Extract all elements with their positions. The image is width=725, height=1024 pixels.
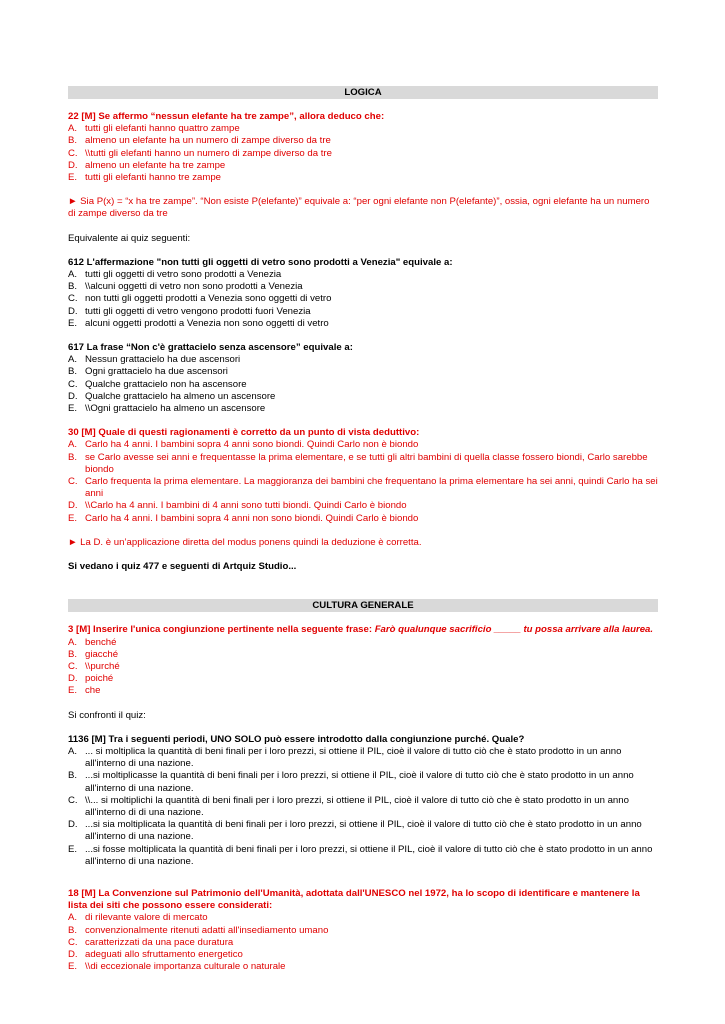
option-a: A. ... si moltiplica la quantità di beni finali per i loro prezzi, si ottiene il PIL, cioè il valore di tutto ciò che è stato prodotto in un anno all'interno di una nazione. bbox=[68, 745, 622, 770]
question-title: 18 [M] La Convenzione sul Patrimonio dell'Umanità, adottata dall'UNESCO nel 1972, ha lo scopo di identificare e mantenere la lista dei siti che possono essere considerati: bbox=[68, 887, 640, 912]
option-e: E. tutti gli elefanti hanno tre zampe bbox=[68, 172, 221, 184]
option-c: C. \\... si moltiplichi la quantità di beni finali per i loro prezzi, si ottiene il PIL, cioè il valore di tutto ciò che è stato prodotto in un anno all'interno di di una nazione. bbox=[68, 794, 629, 818]
option-e: E. \\di eccezionale importanza culturale o naturale bbox=[68, 961, 286, 973]
option-e: E. che bbox=[68, 685, 101, 697]
option-d: D. ...si sia moltiplicata la quantità di beni finali per i loro prezzi, si ottiene il PIL, cioè il valore di tutto ciò che è stato prodotto in un anno all'interno di una nazione. bbox=[68, 819, 642, 843]
option-c: C. \\tutti gli elefanti hanno un numero di zampe diverso da tre bbox=[68, 147, 332, 159]
document-page bbox=[68, 86, 658, 985]
question-30 bbox=[68, 427, 658, 525]
option-a: A. di rilevante valore di mercato bbox=[68, 912, 208, 924]
option-e: E. \\Ogni grattacielo ha almeno un ascensore bbox=[68, 403, 266, 415]
option-d: D. \\Carlo ha 4 anni. I bambini di 4 anni sono tutti biondi. Quindi Carlo è biondo bbox=[68, 500, 407, 512]
question-title: 3 [M] Inserire l'unica congiunzione pertinente nella seguente frase: Farò qualunque sacrificio _____ tu possa arrivare alla laurea. bbox=[68, 624, 654, 636]
option-e: E. Carlo ha 4 anni. I bambini sopra 4 anni non sono biondi. Quindi Carlo è biondo bbox=[68, 512, 419, 524]
option-b: B. almeno un elefante ha un numero di zampe diverso da tre bbox=[68, 135, 331, 147]
section-header-logica: LOGICA bbox=[68, 86, 658, 99]
question-617 bbox=[68, 342, 658, 415]
question-1136 bbox=[68, 734, 658, 868]
option-a: A. Nessun grattacielo ha due ascensori bbox=[68, 354, 241, 366]
option-e: E. ...si fosse moltiplicata la quantità di beni finali per i loro prezzi, si ottiene il PIL, cioè il valore di tutto ciò che è stato prodotto in un anno all'interno di una nazione. bbox=[68, 843, 653, 867]
compare-label: Si confronti il quiz: bbox=[68, 709, 146, 721]
option-c: C. \\purché bbox=[68, 660, 120, 672]
option-b: B. ...si moltiplicasse la quantità di beni finali per i loro prezzi, si ottiene il PIL, cioè il valore di tutto ciò che è stato prodotto in un anno all'interno di una nazione. bbox=[68, 770, 634, 794]
question-title: 612 L'affermazione "non tutti gli oggetti di vetro sono prodotti a Venezia" equivale a: bbox=[68, 256, 453, 268]
option-b: B. Ogni grattacielo ha due ascensori bbox=[68, 366, 228, 378]
section-header-cultura-generale: CULTURA GENERALE bbox=[68, 599, 658, 612]
question-title: 617 La frase “Non c'è grattacielo senza ascensore” equivale a: bbox=[68, 342, 353, 354]
option-c: C. Qualche grattacielo non ha ascensore bbox=[68, 378, 247, 390]
option-c: C. Carlo frequenta la prima elementare. La maggioranza dei bambini che frequentano la prima elementare ha sei anni, quindi Carlo ha sei anni bbox=[68, 476, 658, 500]
option-c: C. non tutti gli oggetti prodotti a Venezia sono oggetti di vetro bbox=[68, 293, 332, 305]
option-c: C. caratterizzati da una pace duratura bbox=[68, 936, 234, 948]
question-612 bbox=[68, 257, 658, 330]
question-title: 1136 [M] Tra i seguenti periodi, UNO SOLO può essere introdotto dalla congiunzione purché. Quale? bbox=[68, 733, 525, 745]
question-title: 22 [M] Se affermo “nessun elefante ha tre zampe”, allora deduco che: bbox=[68, 111, 385, 122]
question-3 bbox=[68, 624, 658, 697]
question-sentence: Farò qualunque sacrificio _____ tu possa arrivare alla laurea. bbox=[374, 624, 654, 636]
question-title: 30 [M] Quale di questi ragionamenti è corretto da un punto di vista deduttivo: bbox=[68, 427, 420, 439]
option-a: A. tutti gli oggetti di vetro sono prodotti a Venezia bbox=[68, 269, 282, 281]
option-b: B. se Carlo avesse sei anni e frequentasse la prima elementare, e se tutti gli altri bambini di quella classe fossero biondi, Carlo sarebbe biondo bbox=[68, 451, 648, 475]
answer-note: ► Sia P(x) = “x ha tre zampe”. “Non esiste P(elefante)” equivale a: “per ogni elefante non P(elefante)”, ossia, ogni elefante ha un numero di zampe diverso da tre bbox=[68, 196, 650, 220]
option-a: A. Carlo ha 4 anni. I bambini sopra 4 anni sono biondi. Quindi Carlo non è biondo bbox=[68, 439, 419, 451]
option-d: D. poiché bbox=[68, 673, 114, 685]
option-a: A. benché bbox=[68, 636, 117, 648]
option-a: A. tutti gli elefanti hanno quattro zampe bbox=[68, 123, 240, 135]
question-22 bbox=[68, 111, 658, 184]
option-e: E. alcuni oggetti prodotti a Venezia non sono oggetti di vetro bbox=[68, 317, 329, 329]
question-18 bbox=[68, 888, 658, 973]
option-d: D. Qualche grattacielo ha almeno un ascensore bbox=[68, 390, 276, 402]
option-b: B. giacché bbox=[68, 648, 119, 660]
artquiz-reference: Si vedano i quiz 477 e seguenti di Artquiz Studio... bbox=[68, 561, 297, 573]
equivalent-label: Equivalente ai quiz seguenti: bbox=[68, 232, 191, 244]
option-b: B. \\alcuni oggetti di vetro non sono prodotti a Venezia bbox=[68, 281, 303, 293]
option-d: D. adeguati allo sfruttamento energetico bbox=[68, 948, 243, 960]
option-d: D. tutti gli oggetti di vetro vengono prodotti fuori Venezia bbox=[68, 305, 311, 317]
option-b: B. convenzionalmente ritenuti adatti all'insediamento umano bbox=[68, 924, 329, 936]
answer-note: ► La D. è un’applicazione diretta del modus ponens quindi la deduzione è corretta. bbox=[68, 536, 422, 548]
option-d: D. almeno un elefante ha tre zampe bbox=[68, 159, 226, 171]
